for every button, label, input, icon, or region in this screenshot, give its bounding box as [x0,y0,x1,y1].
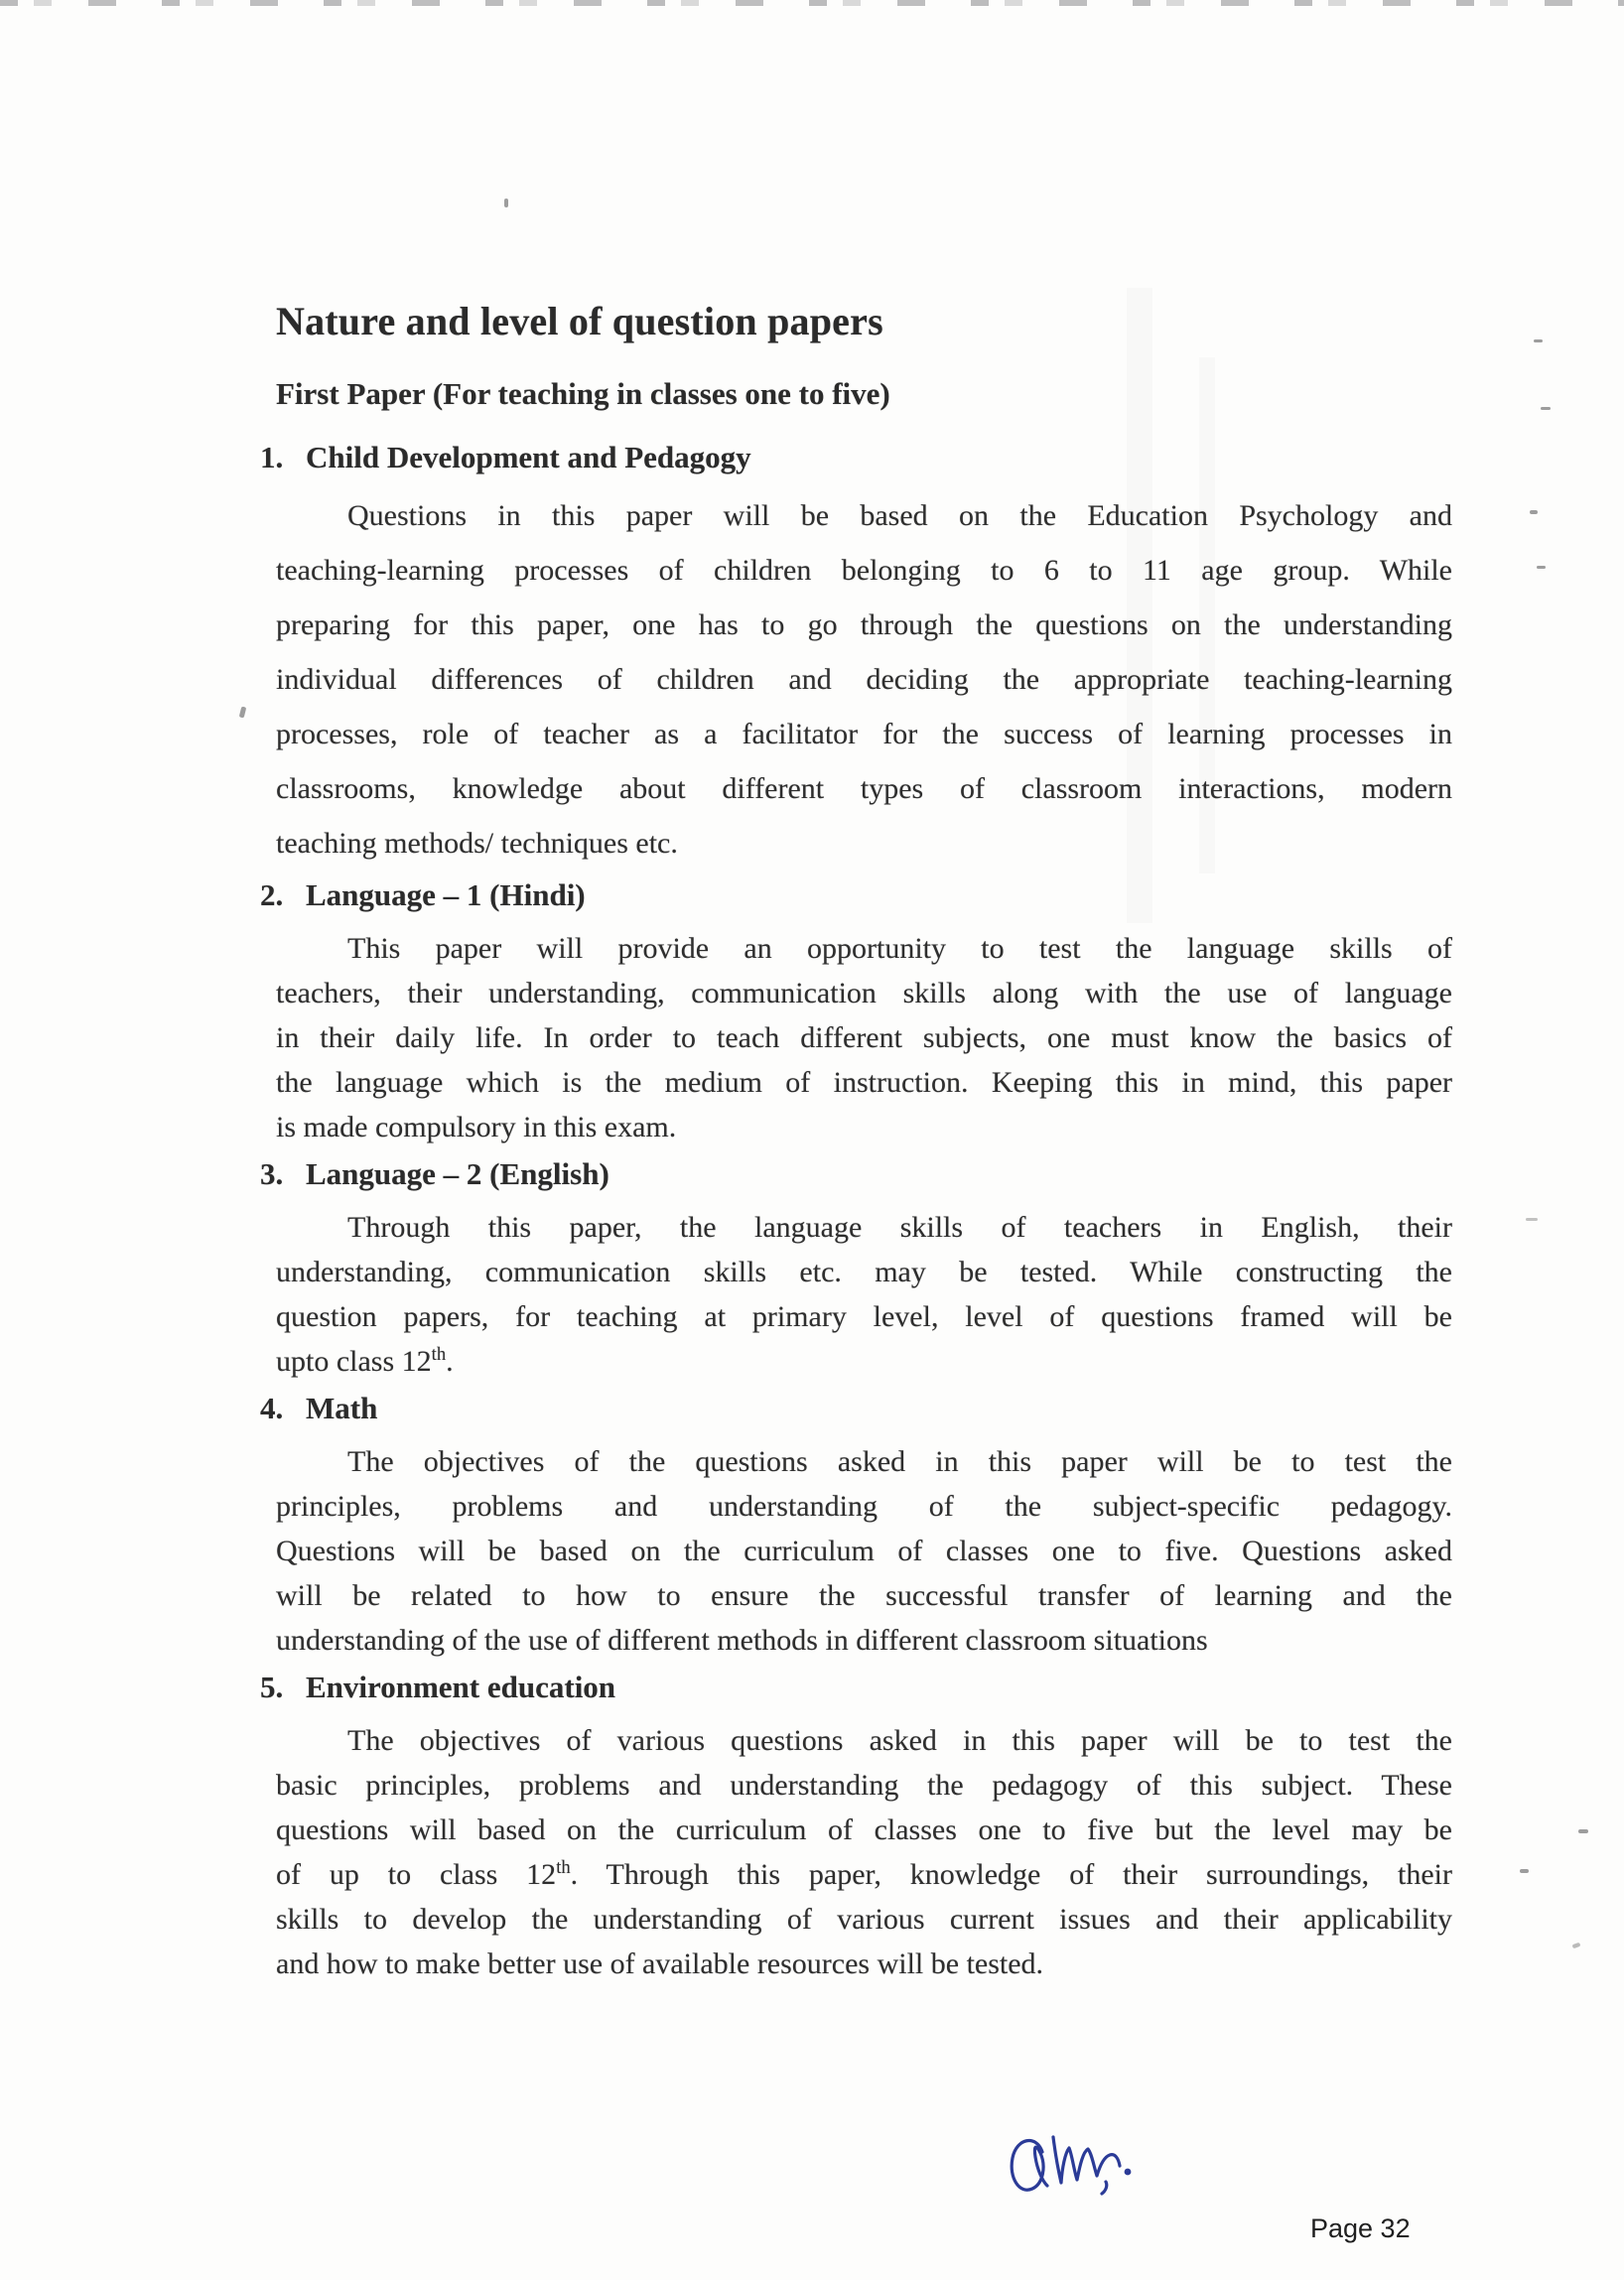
text-line: classrooms, knowledge about different types of classroom interactions, modern [276,772,1452,805]
section [260,437,1452,871]
scan-speck [1572,1943,1581,1948]
text-line: teachers, their understanding, communication skills along with the use of language [276,977,1452,1009]
section-number: 2. [260,877,284,912]
section-title: Language – 1 (Hindi) [306,877,586,912]
scanner-edge-noise [0,0,1624,6]
section-number: 1. [260,440,284,474]
text-line: questions will based on the curriculum of classes one to five but the level may be [276,1813,1452,1846]
text-line: understanding of the use of different methods in different classroom situations [276,1624,1208,1657]
scan-speck [1530,510,1538,514]
text-line: individual differences of children and deciding the appropriate teaching-learning [276,663,1452,696]
section-number: 3. [260,1156,284,1191]
text-line: Through this paper, the language skills of teachers in English, their [347,1211,1452,1244]
text-line: preparing for this paper, one has to go through the questions on the understanding [276,608,1452,641]
text-line: of up to class 12th. Through this paper, knowledge of their surroundings, their [276,1857,1453,1891]
section-heading [260,1388,1452,1429]
scan-speck [1541,407,1551,410]
text-line: question papers, for teaching at primary level, level of questions framed will be [276,1300,1452,1333]
text-line: in their daily life. In order to teach different subjects, one must know the basics of [276,1021,1452,1054]
section [260,1153,1452,1384]
text-line: understanding, communication skills etc. may be tested. While constructing the [276,1256,1452,1288]
section-heading [260,437,1452,478]
text-line: Questions in this paper will be based on the Education Psychology and [347,499,1452,532]
section-heading [260,874,1452,916]
section-number: 5. [260,1670,284,1704]
text-line: principles, problems and understanding of the subject-specific pedagogy. [276,1490,1452,1523]
text-line: teaching-learning processes of children belonging to 6 to 11 age group. While [276,554,1452,587]
section-title: Math [306,1391,378,1425]
text-line: and how to make better use of available resources will be tested. [276,1947,1044,1980]
document-subtitle: First Paper (For teaching in classes one to five) [276,376,890,411]
scan-speck [1520,1869,1529,1873]
text-line: will be related to how to ensure the successful transfer of learning and the [276,1579,1452,1612]
text-line: basic principles, problems and understanding the pedagogy of this subject. These [276,1769,1452,1802]
sections [260,437,1453,1986]
signature [1005,2120,1153,2210]
scan-speck [1526,1218,1538,1221]
section-title: Environment education [306,1670,616,1704]
text-line: is made compulsory in this exam. [276,1111,677,1143]
document-body [260,298,1453,1986]
section [260,1667,1453,1986]
section-number: 4. [260,1391,284,1425]
text-line: teaching methods/ techniques etc. [276,827,678,860]
section-heading [260,1667,1452,1708]
section [260,1388,1452,1663]
text-line: Questions will be based on the curriculum of classes one to five. Questions asked [276,1535,1452,1567]
text-line: processes, role of teacher as a facilitator for the success of learning processes in [276,718,1452,750]
scan-speck [1537,566,1546,569]
text-line: upto class 12th. [276,1344,454,1378]
section [260,874,1452,1149]
text-line: the language which is the medium of instruction. Keeping this in mind, this paper [276,1066,1452,1099]
section-heading [260,1153,1452,1195]
text-line: skills to develop the understanding of various current issues and their applicability [276,1903,1452,1936]
page-title: Nature and level of question papers [276,299,883,343]
scan-speck [239,707,247,719]
text-line: This paper will provide an opportunity to test the language skills of [347,932,1452,965]
scan-speck [504,199,508,207]
section-title: Language – 2 (English) [306,1156,609,1191]
text-line: The objectives of various questions asked in this paper will be to test the [347,1724,1452,1757]
scan-speck [1578,1829,1588,1833]
scan-speck [1534,339,1543,342]
text-line: The objectives of the questions asked in this paper will be to test the [347,1445,1452,1478]
page-number: Page 32 [1310,2213,1411,2243]
section-title: Child Development and Pedagogy [306,440,751,474]
